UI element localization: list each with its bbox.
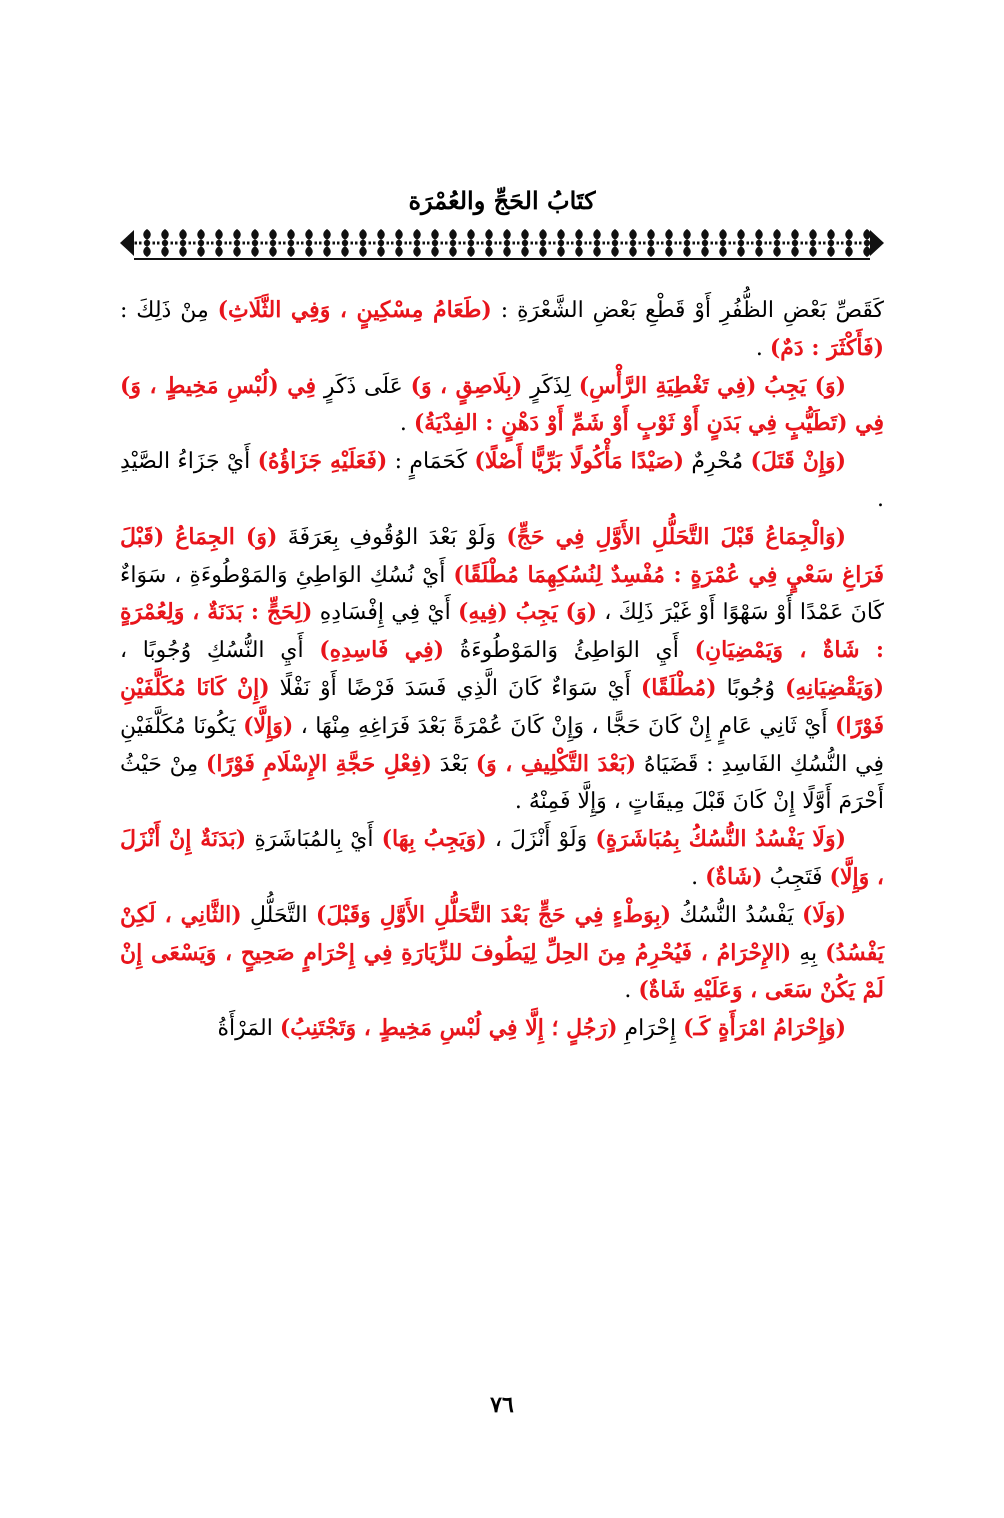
matn-text: (بَعْدَ التَّكْلِيفِ ، وَ) bbox=[475, 750, 637, 777]
matn-text: (فِي تَغْطِيَةِ الرَّأْسِ) bbox=[578, 372, 757, 399]
matn-text: (فِعْلِ حَجَّةِ الإِسْلَامِ فَوْرًا) bbox=[205, 750, 432, 777]
paragraph bbox=[120, 368, 884, 444]
ornament-border-icon bbox=[120, 226, 884, 260]
matn-text: (بَدَنَةٌ إِنْ أَنْزَلَ ، وَإِلَّا) bbox=[120, 826, 884, 890]
matn-text: (لِحَجٍّ : بَدَنَةٌ ، وَلِعُمْرَةٍ : شَاةٌ ، وَيَمْضِيَانِ) bbox=[120, 599, 884, 664]
matn-text: (وَإِلَّا) bbox=[243, 712, 294, 739]
commentary-text: أَيِ الوَاطِئُ وَالمَوْطُوءَةُ bbox=[444, 638, 695, 664]
commentary-text: كَقَصِّ بَعْضِ الظُّفُرِ أَوْ قَطْعِ بَعْضِ الشَّعْرَةِ : bbox=[491, 298, 885, 323]
commentary-text: المَرْأَةُ bbox=[217, 1016, 280, 1042]
commentary-text: . bbox=[755, 335, 770, 361]
commentary-text: . bbox=[624, 978, 639, 1004]
commentary-text: وُجُوبًا bbox=[716, 675, 785, 701]
matn-text: (صَيْدًا مَأْكُولًا بَرِّيًّا أَصْلًا) bbox=[474, 448, 685, 475]
matn-text: (فَأَكْثَرَ : دَمٌ) bbox=[769, 334, 884, 361]
running-header bbox=[120, 186, 884, 216]
matn-text: (مُطْلَقًا) bbox=[640, 674, 717, 701]
commentary-text: أَيْ نُسُكِ الوَاطِئِ وَالمَوْطُوءَةِ ، سَوَاءٌ كَانَ عَمْدًا أَوْ سَهْوًا أَوْ غَيْرَ ذَلِكَ ، bbox=[120, 562, 884, 626]
matn-text: (الثَّانِي ، لَكِنْ يَفْسُدُ) bbox=[120, 901, 885, 966]
matn-text: (وَإِحْرَامُ امْرَأَةٍ كَـ) bbox=[683, 1015, 846, 1042]
commentary-text: مِنْ حَيْثُ أَحْرَمَ أَوَّلًا إِنْ كَانَ قَبْلَ مِيقَاتٍ ، وَإِلَّا فَمِنْهُ . bbox=[120, 751, 884, 815]
matn-text: (وَالْجِمَاعُ قَبْلَ التَّحَلُّلِ الأَوَّلِ فِي حَجٍّ) bbox=[506, 523, 846, 550]
matn-text: (شَاةٌ) bbox=[705, 863, 763, 890]
commentary-text: أَيْ بِالمُبَاشَرَةِ bbox=[246, 827, 382, 853]
commentary-text: وَلَوْ أَنْزَلَ ، bbox=[486, 827, 596, 853]
paragraph bbox=[120, 443, 884, 519]
page-number: ٧٦ bbox=[490, 1392, 514, 1418]
matn-text: (وَ) الجِمَاعُ (قَبْلَ فَرَاغِ سَعْيٍ فِي عُمْرَةٍ : مُفْسِدٌ لِنُسُكِهِمَا مُطْلَقًا) bbox=[120, 523, 884, 588]
decorative-border bbox=[120, 226, 884, 260]
commentary-text: إِحْرَامِ bbox=[617, 1016, 684, 1042]
matn-text: (وَيَقْضِيَانِهِ) bbox=[784, 674, 885, 701]
matn-text: (طَعَامُ مِسْكِينٍ ، وَفِي الثَّلَاثِ) bbox=[217, 297, 492, 323]
commentary-text: أَيْ ثَانِي عَامٍ إِنْ كَانَ حَجًّا ، وَإِنْ كَانَ عُمْرَةً بَعْدَ فَرَاغِهِ مِنْهَا ، bbox=[293, 713, 835, 739]
commentary-text: عَلَى ذَكَرٍ bbox=[316, 373, 411, 399]
matn-text: (وَ) يَجِبُ bbox=[764, 372, 847, 399]
commentary-text: أَيْ جَزَاءُ الصَّيْدِ . bbox=[120, 449, 884, 512]
commentary-text: أَيِ النُّسُكِ وُجُوبًا ، bbox=[120, 638, 320, 664]
matn-text: (بِلَاصِقٍ ، وَ) bbox=[410, 372, 523, 399]
commentary-text: بِهِ bbox=[791, 940, 826, 966]
commentary-text: لِذَكَرٍ bbox=[522, 373, 579, 399]
commentary-text: . bbox=[399, 411, 414, 437]
matn-text: (فَعَلَيْهِ جَزَاؤُهُ) bbox=[257, 448, 388, 475]
matn-text: (إِنْ كَانَا مُكَلَّفَيْنِ فَوْرًا) bbox=[120, 674, 884, 739]
paragraph bbox=[120, 821, 884, 897]
commentary-text: يَفْسُدُ النُّسُكُ bbox=[671, 902, 803, 928]
commentary-text: كَحَمَامٍ : bbox=[387, 449, 475, 475]
commentary-text: أَيْ فِي إِفْسَادِهِ bbox=[312, 600, 458, 626]
commentary-text: . bbox=[691, 864, 706, 890]
paragraph bbox=[120, 897, 884, 1010]
book-title: كتَابُ الحَجِّ والعُمْرَة bbox=[408, 186, 596, 215]
paragraph bbox=[120, 292, 884, 368]
commentary-text: أَيْ سَوَاءٌ كَانَ الَّذِي فَسَدَ فَرْضًا أَوْ نَفْلًا bbox=[269, 675, 641, 701]
paragraph bbox=[120, 519, 884, 821]
commentary-text: مِنْ ذَلِكَ : bbox=[120, 298, 218, 323]
matn-text: (وَيَجِبُ بِهَا) bbox=[381, 826, 487, 853]
commentary-text: مُحْرِمٌ bbox=[684, 449, 751, 475]
matn-text: (بِوَطْءٍ فِي حَجٍّ بَعْدَ التَّحَلُّلِ الأَوَّلِ وَقَبْلَ) bbox=[315, 901, 672, 928]
matn-text: فِي (لُبْسِ مَخِيطٍ ، وَ) فِي (تَطَيُّبٍ فِي بَدَنٍ أَوْ ثَوْبٍ أَوْ شَمِّ أَوْ دَهْنٍ : الفِدْيَةُ) bbox=[120, 372, 884, 437]
matn-text: (وَلَا) bbox=[802, 901, 847, 928]
matn-text: (وَ) يَجِبُ (فِيهِ) bbox=[457, 599, 598, 626]
commentary-text: بَعْدَ bbox=[431, 751, 476, 777]
commentary-text: وَلَوْ بَعْدَ الوُقُوفِ بِعَرَفَةَ bbox=[277, 524, 507, 550]
matn-text: (وَإِنْ قَتَلَ) bbox=[750, 448, 847, 475]
page-body bbox=[120, 292, 884, 1048]
matn-text: (الإِحْرَامُ ، فَيُحْرِمُ مِنَ الحِلِّ لِيَطُوفَ للزِّيَارَةِ فِي إِحْرَامٍ صَحِيحٍ ، وَيَسْعَى إِنْ لَمْ يَكُنْ سَعَى ، وَعَلَيْهِ شَاةٌ) bbox=[120, 939, 884, 1004]
commentary-text: التَّحَلُّلِ bbox=[241, 902, 316, 928]
paragraph bbox=[120, 1010, 884, 1048]
commentary-text: يَكُونَا مُكَلَّفَيْنِ فِي النُّسُكِ الفَاسِدِ : قَضَيَاهُ bbox=[120, 713, 884, 777]
matn-text: (فِي فَاسِدِهِ) bbox=[319, 637, 445, 664]
matn-text: (وَلَا يَفْسُدُ النُّسُكُ بِمُبَاشَرَةٍ) bbox=[595, 826, 846, 853]
commentary-text: فَتَجِبُ bbox=[762, 864, 830, 890]
matn-text: (رَجُلٍ ؛ إِلَّا فِي لُبْسِ مَخِيطٍ ، وَتَجْتَنِبُ) bbox=[279, 1015, 618, 1042]
